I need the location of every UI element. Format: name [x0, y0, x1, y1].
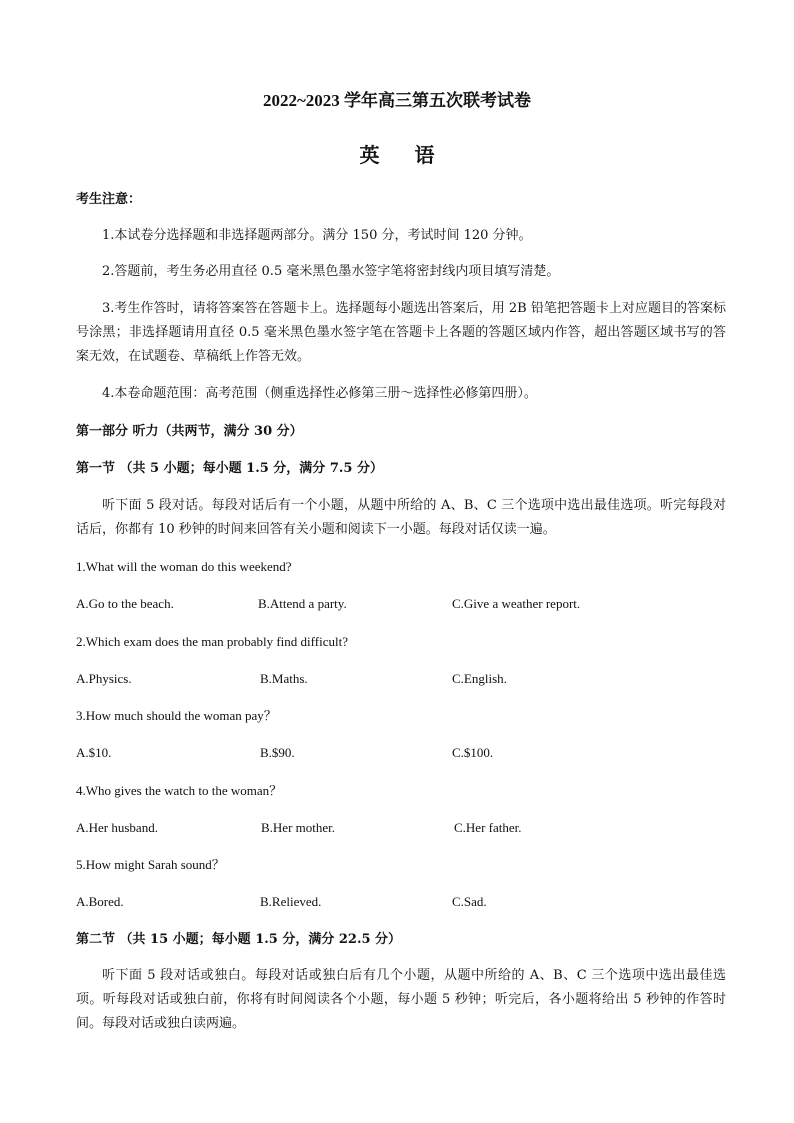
- question-4-option-b: B.Her mother.: [261, 820, 336, 835]
- notice-item-4: 4.本卷命题范围：高考范围（侧重选择性必修第三册～选择性必修第四册）。: [102, 386, 537, 401]
- question-2-option-b: B.Maths.: [260, 671, 308, 686]
- question-5-option-b: B.Relieved.: [260, 894, 322, 909]
- question-5-option-c: C.Sad.: [452, 894, 487, 909]
- section1-instructions: 听下面 5 段对话。每段对话后有一个小题，从题中所给的 A、B、C 三个选项中选出最佳选项。听完每段对话后，你都有 10 秒钟的时间来回答有关小题和阅读下一小题。每段对话仅读一遍。: [76, 498, 726, 537]
- question-5-option-a: A.Bored.: [76, 894, 124, 909]
- question-4-option-c: C.Her father.: [454, 820, 522, 835]
- notice-item-1: 1.本试卷分选择题和非选择题两部分。满分 150 分，考试时间 120 分钟。: [102, 228, 532, 243]
- section2-instructions: 听下面 5 段对话或独白。每段对话或独白后有几个小题，从题中所给的 A、B、C 三个选项中选出最佳选项。听每段对话或独白前，你将有时间阅读各个小题，每小题 5 秒钟；听完后，各小题将给出 5 秒钟的作答时间。每段对话或独白读两遍。: [76, 968, 726, 1031]
- question-5-stem: 5.How might Sarah sound？: [76, 857, 225, 872]
- question-1-stem: 1.What will the woman do this weekend?: [76, 559, 292, 574]
- subject-title: 英 语: [359, 143, 449, 167]
- question-2-stem: 2.Which exam does the man probably find difficult?: [76, 634, 348, 649]
- section2-heading: 第二节 （共 15 小题；每小题 1.5 分，满分 22.5 分）: [76, 932, 402, 947]
- question-1-option-c: C.Give a weather report.: [452, 596, 581, 611]
- question-1-option-a: A.Go to the beach.: [76, 596, 174, 611]
- question-3-stem: 3.How much should the woman pay？: [76, 708, 277, 723]
- notice-item-3: 3.考生作答时，请将答案答在答题卡上。选择题每小题选出答案后，用 2B 铅笔把答题卡上对应题目的答案标号涂黑；非选择题请用直径 0.5 毫米黑色墨水签字笔在答题卡上各题的答题区域内作答，超出答题区域书写的答案无效，在试题卷、草稿纸上作答无效。: [76, 301, 726, 364]
- question-3-option-a: A.$10.: [76, 745, 112, 760]
- question-3-option-c: C.$100.: [452, 745, 494, 760]
- question-1-option-b: B.Attend a party.: [258, 596, 347, 611]
- question-2-option-a: A.Physics.: [76, 671, 132, 686]
- section1-heading: 第一节 （共 5 小题；每小题 1.5 分，满分 7.5 分）: [76, 461, 383, 476]
- question-3-option-b: B.$90.: [260, 745, 295, 760]
- notice-item-2: 2.答题前，考生务必用直径 0.5 毫米黑色墨水签字笔将密封线内项目填写清楚。: [102, 264, 560, 279]
- part1-heading: 第一部分 听力（共两节，满分 30 分）: [76, 424, 303, 439]
- question-4-option-a: A.Her husband.: [76, 820, 158, 835]
- question-2-option-c: C.English.: [452, 671, 507, 686]
- notice-heading: 考生注意：: [76, 192, 142, 207]
- exam-title: 2022~2023 学年高三第五次联考试卷: [262, 91, 532, 110]
- question-4-stem: 4.Who gives the watch to the woman？: [76, 783, 283, 798]
